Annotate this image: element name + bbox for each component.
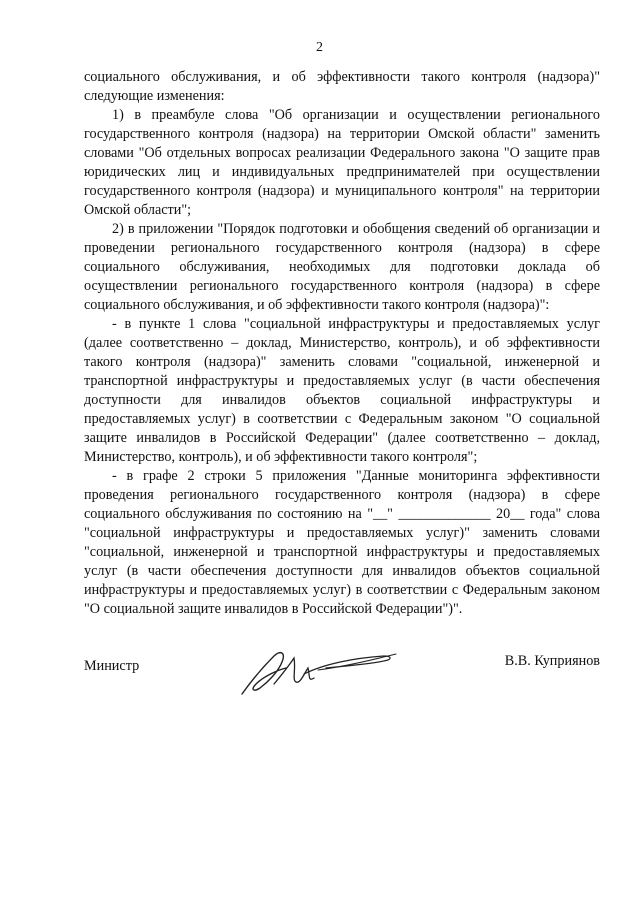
paragraph-item-2: 2) в приложении "Порядок подготовки и обобщения сведений об организации и проведении регионального государственного контроля (надзора) в сфере социального обслуживания, необходимых для подготовки доклада об осуществлении регионального государственного контроля (надзора) в сфере социального обслуживания, и об эффективности такого контроля (надзора)": [84, 221, 600, 313]
document-body [84, 68, 600, 619]
page-number: 2 [316, 40, 323, 55]
signer-name: В.В. Куприянов [504, 653, 600, 669]
paragraph-subitem-1: - в пункте 1 слова "социальной инфраструктуры и предоставляемых услуг (далее соответственно – доклад, Министерство, контроль), и об эффективности такого контроля (надзора)" заменить словами "социальной, инженерной и транспортной инфраструктуры и предоставляемых услуг (в части обеспечения доступности для инвалидов объектов социальной инфраструктуры и предоставляемых услуг) в соответствии с Федеральным законом "О социальной защите инвалидов в Российской Федерации" (далее соответственно – доклад, Министерство, контроль), и об эффективности такого контроля"; [84, 316, 600, 465]
paragraph-subitem-2: - в графе 2 строки 5 приложения "Данные мониторинга эффективности проведения регионального государственного контроля (надзора) в сфере социального обслуживания по состоянию на "__" _____________ 20__ года" слова "социальной инфраструктуры и предоставляемых услуг)" заменить словами "социальной, инженерной и транспортной инфраструктуры и предоставляемых услуг (в части обеспечения доступности для инвалидов объектов социальной инфраструктуры и предоставляемых услуг) в соответствии с Федеральным законом "О социальной защите инвалидов в Российской Федерации")". [84, 468, 600, 617]
paragraph-continuation: социального обслуживания, и об эффективности такого контроля (надзора)" следующие изменения: [84, 69, 600, 104]
signature-block [84, 650, 600, 710]
paragraph-item-1: 1) в преамбуле слова "Об организации и осуществлении регионального государственного контроля (надзора) на территории Омской области" заменить словами "Об отдельных вопросах реализации Федерального закона "О защите прав юридических лиц и индивидуальных предпринимателей при осуществлении государственного контроля (надзора) и муниципального контроля" на территории Омской области"; [84, 107, 600, 218]
signer-position: Министр [84, 658, 140, 674]
handwritten-signature [234, 644, 404, 700]
